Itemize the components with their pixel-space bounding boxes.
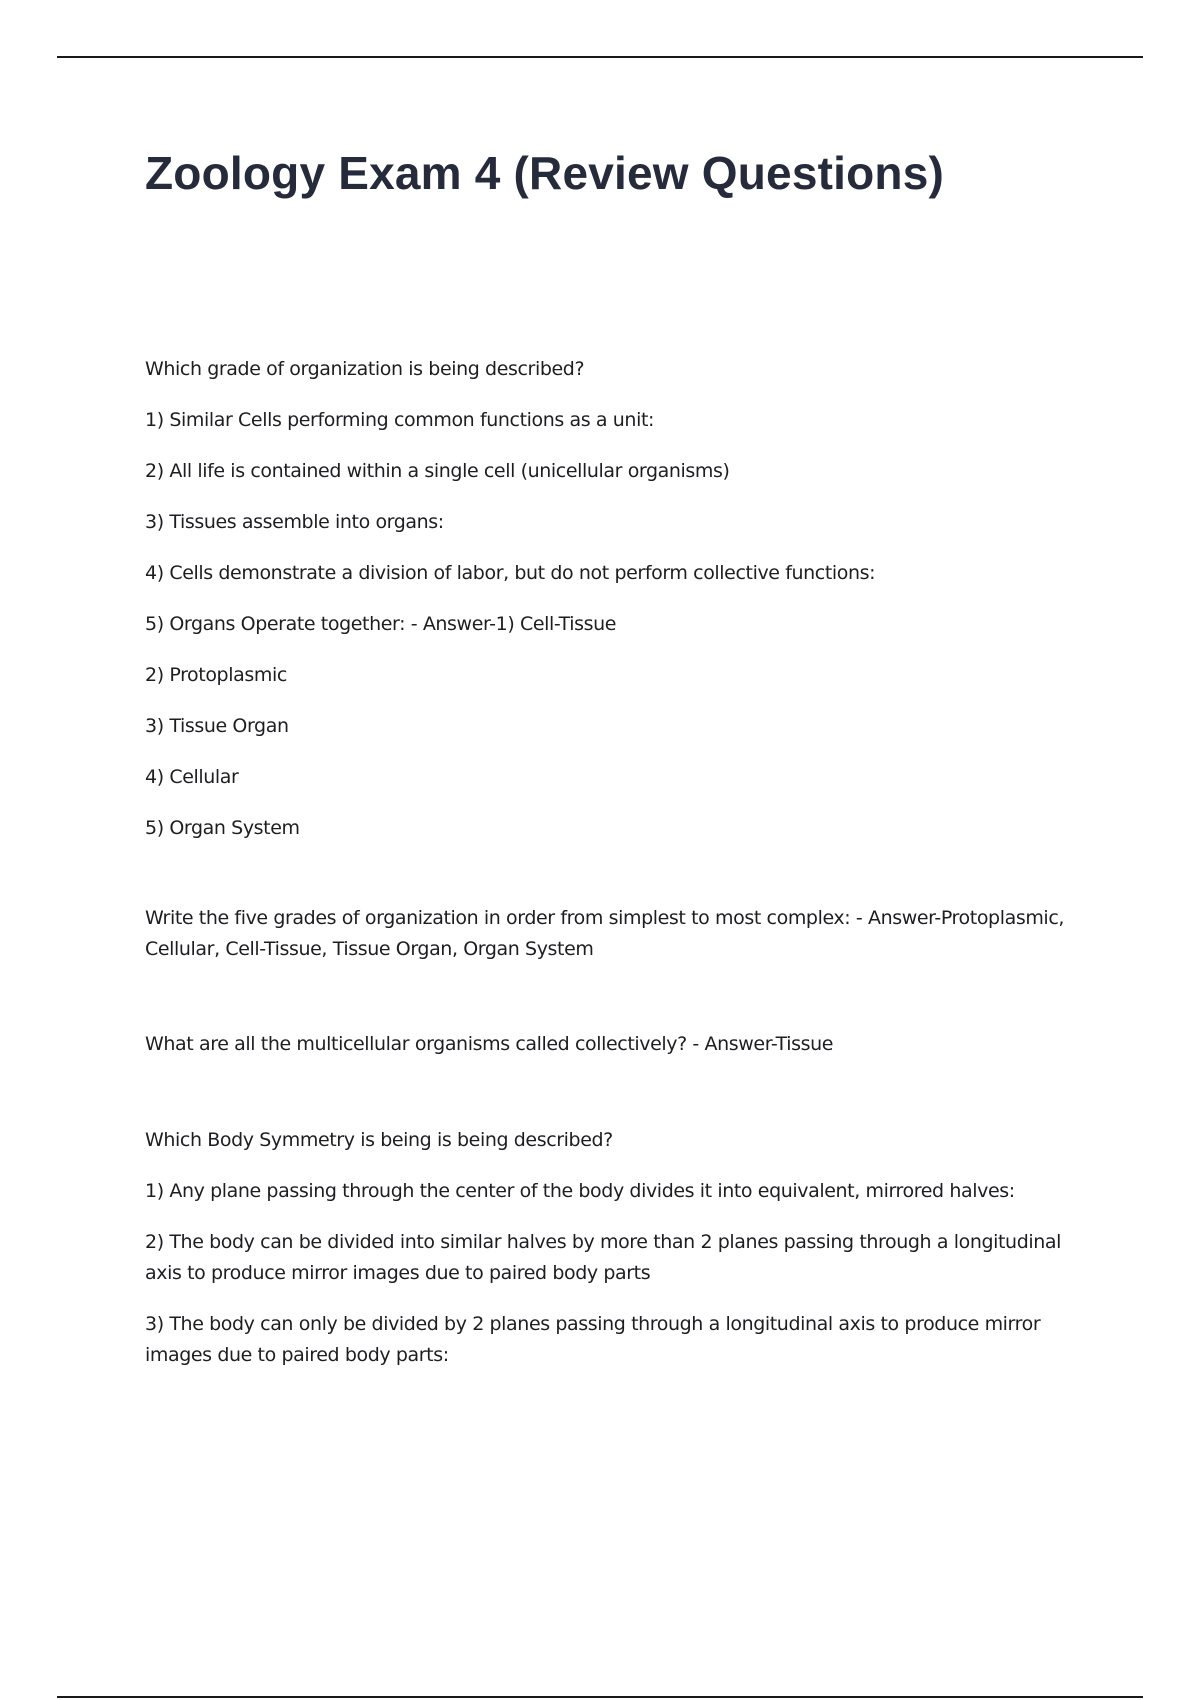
bottom-rule bbox=[57, 1696, 1143, 1698]
question-line: 3) The body can only be divided by 2 planes passing through a longitudinal axis to produce mirror images due to paired body parts: bbox=[145, 1313, 1041, 1366]
question-text: Write the five grades of organization in order from simplest to most complex: - Answer-Protoplasmic, Cellular, Cell-Tissue, Tissue Organ, Organ System bbox=[145, 907, 1064, 960]
question-text: What are all the multicellular organisms called collectively? - Answer-Tissue bbox=[145, 1033, 834, 1055]
top-rule bbox=[57, 56, 1143, 58]
question-line: 3) Tissues assemble into organs: bbox=[145, 511, 444, 533]
question-block bbox=[145, 354, 1095, 844]
question-text: Which grade of organization is being described? bbox=[145, 358, 585, 380]
answer-line: 5) Organs Operate together: - Answer-1) Cell-Tissue bbox=[145, 613, 617, 635]
answer-line: 2) Protoplasmic bbox=[145, 664, 287, 686]
document-body bbox=[145, 354, 1095, 1423]
question-block bbox=[145, 1125, 1095, 1371]
question-block bbox=[145, 903, 1095, 965]
question-line: 2) The body can be divided into similar halves by more than 2 planes passing through a longitudinal axis to produce mirror images due to paired body parts bbox=[145, 1231, 1062, 1284]
answer-line: 4) Cellular bbox=[145, 766, 239, 788]
page-title: Zoology Exam 4 (Review Questions) bbox=[145, 147, 944, 199]
question-block bbox=[145, 1029, 1095, 1060]
question-text: Which Body Symmetry is being is being described? bbox=[145, 1129, 613, 1151]
question-line: 2) All life is contained within a single cell (unicellular organisms) bbox=[145, 460, 730, 482]
answer-line: 5) Organ System bbox=[145, 817, 300, 839]
question-line: 1) Similar Cells performing common functions as a unit: bbox=[145, 409, 654, 431]
answer-line: 3) Tissue Organ bbox=[145, 715, 289, 737]
question-line: 4) Cells demonstrate a division of labor, but do not perform collective functions: bbox=[145, 562, 876, 584]
question-line: 1) Any plane passing through the center of the body divides it into equivalent, mirrored halves: bbox=[145, 1180, 1015, 1202]
